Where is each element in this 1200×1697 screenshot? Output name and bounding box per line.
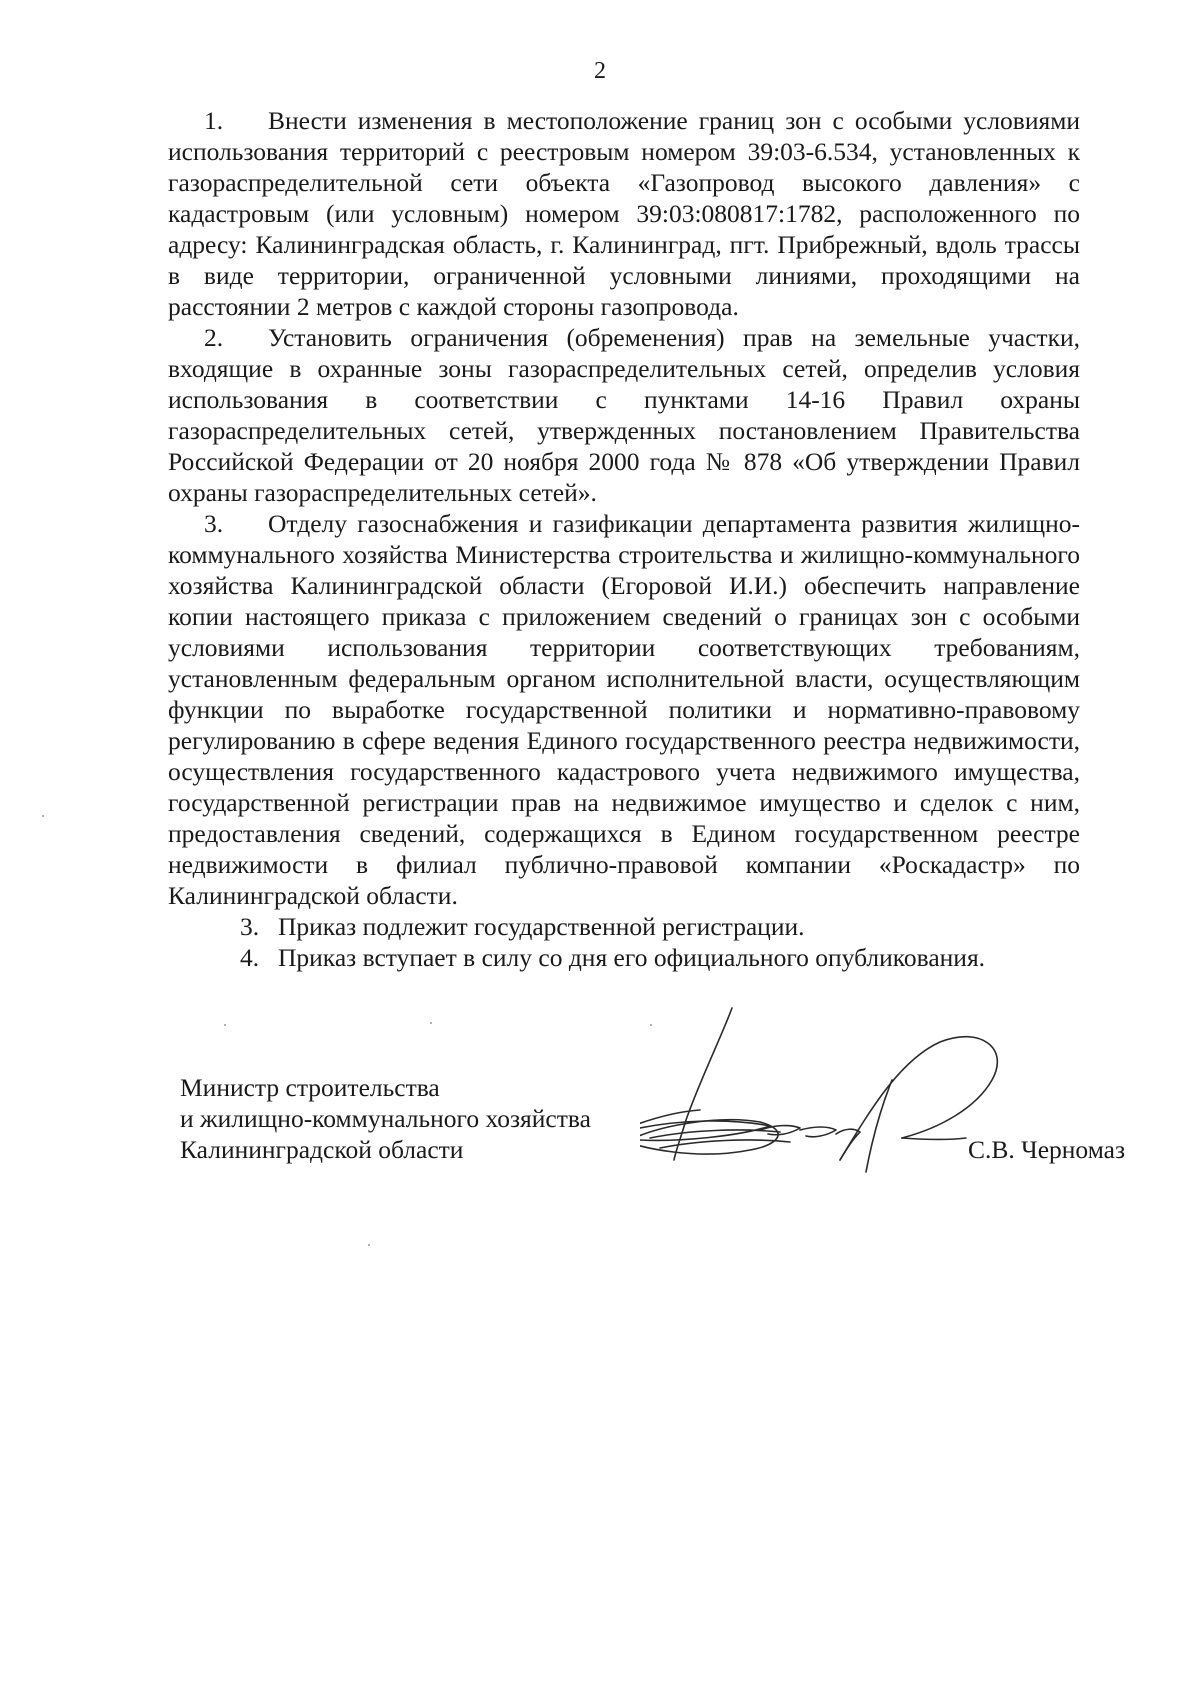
clause-2-text: Установить ограничения (обременения) прав на земельные участки, входящие в охранные зоны газораспределительных сетей, определив условия использования в соответствии с пунктами 14-16 Правил охраны газораспределительных сетей, утвержденных постановлением Правительства Российской Федерации от 20 ноября 2000 года № 878 «Об утверждении Правил охраны газораспределительных сетей». (168, 323, 1080, 507)
document-body (168, 105, 1080, 973)
signatory-title-line-3: Калининградской области (180, 1135, 464, 1164)
clause-1-number: 1. (204, 106, 224, 135)
page-number: 2 (594, 58, 606, 84)
clause-3-registration-number: 3. (240, 912, 260, 941)
clause-2-number: 2. (204, 323, 224, 352)
clause-3-registration-text: Приказ подлежит государственной регистрации. (278, 912, 805, 941)
scan-speck (42, 815, 44, 817)
clause-3-number: 3. (204, 509, 224, 538)
clause-2 (168, 322, 1080, 508)
scan-speck (650, 1024, 652, 1026)
signatory-title-line-1: Министр строительства (180, 1073, 440, 1102)
clause-4-text: Приказ вступает в силу со дня его официального опубликования. (278, 943, 986, 972)
scan-speck (430, 1022, 432, 1024)
signatory-title-line-2: и жилищно-коммунального хозяйства (180, 1104, 591, 1133)
clause-4 (168, 942, 1080, 973)
signatory-title (180, 1072, 600, 1165)
signer-name: С.В. Черномаз (968, 1135, 1126, 1164)
clause-3 (168, 508, 1080, 911)
clause-3-registration (168, 911, 1080, 942)
clause-3-text: Отделу газоснабжения и газификации департамента развития жилищно-коммунального хозяйства Министерства строительства и жилищно-коммунального хозяйства Калининградской области (Егоровой И.И.) обеспечить направление копии настоящего приказа с приложением сведений о границах зон с особыми условиями использования территории соответствующих требованиям, установленным федеральным органом исполнительной власти, осуществляющим функции по выработке государственной политики и нормативно-правовому регулированию в сфере ведения Единого государственного реестра недвижимости, осуществления государственного кадастрового учета недвижимого имущества, государственной регистрации прав на недвижимое имущество и сделок с ним, предоставления сведений, содержащихся в Едином государственном реестре недвижимости в филиал публично-правовой компании «Роскадастр» по Калининградской области. (168, 509, 1080, 910)
clause-4-number: 4. (240, 943, 260, 972)
handwritten-signature (640, 1000, 1080, 1200)
scan-speck (368, 1244, 370, 1246)
clause-1-text: Внести изменения в местоположение границ зон с особыми условиями использования территорий с реестровым номером 39:03-6.534, установленных к газораспределительной сети объекта «Газопровод высокого давления» с кадастровым (или условным) номером 39:03:080817:1782, расположенного по адресу: Калининградская область, г. Калининград, пгт. Прибрежный, вдоль трассы в виде территории, ограниченной условными линиями, проходящими на расстоянии 2 метров с каждой стороны газопровода. (168, 106, 1080, 321)
clause-1 (168, 105, 1080, 322)
scan-speck (224, 1024, 226, 1026)
